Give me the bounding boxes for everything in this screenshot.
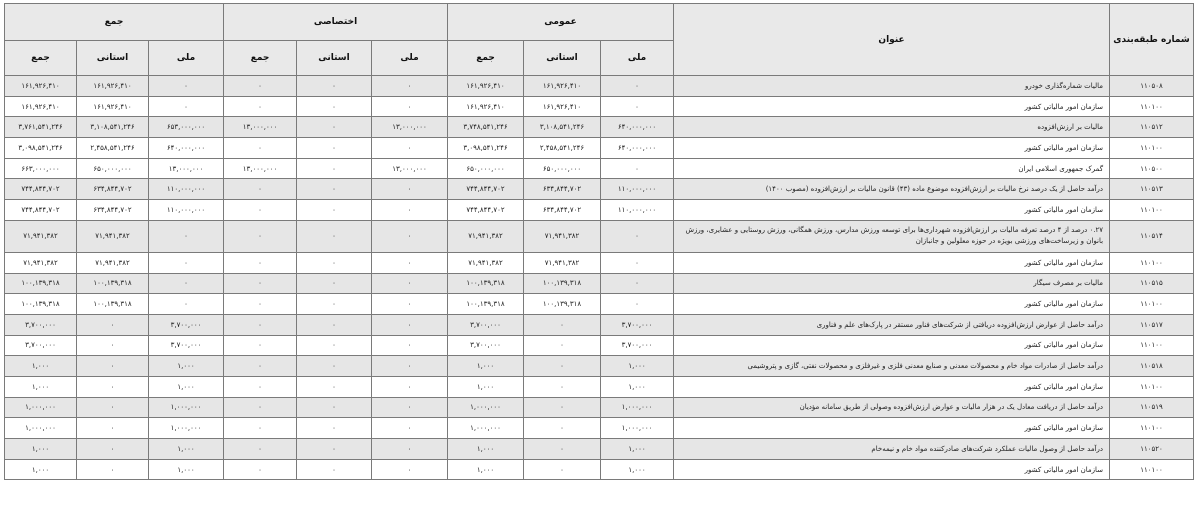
cell-omumi-jam: ۱,۰۰۰: [448, 356, 524, 377]
cell-jam-jam: ۱,۰۰۰: [5, 459, 77, 480]
cell-title: سازمان امور مالیاتی کشور: [674, 138, 1110, 159]
cell-jam-jam: ۱,۰۰۰,۰۰۰: [5, 397, 77, 418]
cell-title: درآمد حاصل از صادرات مواد خام و محصولات معدنی و صنایع معدنی فلزی و غیرفلزی و محصولات نفتی، گازی و پتروشیمی: [674, 356, 1110, 377]
cell-jam-jam: ۱,۰۰۰: [5, 376, 77, 397]
cell-ekhtesasi-jam: ۰: [224, 200, 297, 221]
cell-jam-melli: ۰: [149, 220, 224, 252]
table-row: [5, 117, 1194, 138]
header-omumi-jam: جمع: [448, 41, 524, 76]
cell-title: سازمان امور مالیاتی کشور: [674, 294, 1110, 315]
cell-title: سازمان امور مالیاتی کشور: [674, 252, 1110, 273]
table-row: [5, 96, 1194, 117]
cell-omumi-jam: ۱۰۰,۱۳۹,۳۱۸: [448, 294, 524, 315]
cell-title: سازمان امور مالیاتی کشور: [674, 459, 1110, 480]
cell-code: ۱۱۰۱۰۰: [1110, 96, 1194, 117]
cell-jam-jam: ۱,۰۰۰: [5, 439, 77, 460]
cell-jam-melli: ۱,۰۰۰,۰۰۰: [149, 397, 224, 418]
cell-ekhtesasi-melli: ۰: [372, 418, 448, 439]
table-row: [5, 294, 1194, 315]
cell-omumi-melli: ۱,۰۰۰,۰۰۰: [601, 397, 674, 418]
cell-omumi-jam: ۱۰۰,۱۳۹,۳۱۸: [448, 273, 524, 294]
cell-ekhtesasi-jam: ۰: [224, 376, 297, 397]
cell-jam-melli: ۰: [149, 294, 224, 315]
cell-omumi-melli: ۱,۰۰۰: [601, 439, 674, 460]
cell-omumi-ostani: ۶۳۴,۸۴۴,۷۰۲: [524, 200, 601, 221]
cell-ekhtesasi-ostani: ۰: [297, 418, 372, 439]
cell-omumi-jam: ۳,۰۹۸,۵۴۱,۲۴۶: [448, 138, 524, 159]
cell-title: مالیات شماره‌گذاری خودرو: [674, 76, 1110, 97]
cell-ekhtesasi-jam: ۰: [224, 418, 297, 439]
cell-ekhtesasi-ostani: ۰: [297, 314, 372, 335]
cell-omumi-jam: ۱,۰۰۰: [448, 376, 524, 397]
table-body: [5, 76, 1194, 480]
table-row: [5, 273, 1194, 294]
cell-jam-jam: ۳,۷۰۰,۰۰۰: [5, 335, 77, 356]
cell-omumi-jam: ۱,۰۰۰: [448, 459, 524, 480]
cell-jam-ostani: ۰: [77, 397, 149, 418]
cell-omumi-ostani: ۰: [524, 418, 601, 439]
cell-jam-melli: ۱۱۰,۰۰۰,۰۰۰: [149, 179, 224, 200]
table-row: [5, 138, 1194, 159]
cell-omumi-melli: ۰: [601, 76, 674, 97]
cell-code: ۱۱۰۱۰۰: [1110, 200, 1194, 221]
header-ekhtesasi-ostani: استانی: [297, 41, 372, 76]
cell-ekhtesasi-melli: ۰: [372, 96, 448, 117]
cell-omumi-melli: ۱۱۰,۰۰۰,۰۰۰: [601, 179, 674, 200]
cell-ekhtesasi-ostani: ۰: [297, 335, 372, 356]
cell-ekhtesasi-ostani: ۰: [297, 356, 372, 377]
table-row: [5, 459, 1194, 480]
cell-omumi-ostani: ۰: [524, 314, 601, 335]
header-group-ekhtesasi: اختصاصی: [224, 4, 448, 41]
cell-omumi-ostani: ۶۳۴,۸۴۴,۷۰۲: [524, 179, 601, 200]
cell-omumi-melli: ۱,۰۰۰: [601, 459, 674, 480]
cell-code: ۱۱۰۵۱۹: [1110, 397, 1194, 418]
cell-omumi-ostani: ۰: [524, 439, 601, 460]
cell-ekhtesasi-jam: ۰: [224, 439, 297, 460]
cell-ekhtesasi-melli: ۰: [372, 335, 448, 356]
cell-ekhtesasi-ostani: ۰: [297, 158, 372, 179]
cell-jam-jam: ۶۶۳,۰۰۰,۰۰۰: [5, 158, 77, 179]
cell-jam-melli: ۰: [149, 96, 224, 117]
cell-ekhtesasi-jam: ۰: [224, 76, 297, 97]
cell-jam-ostani: ۰: [77, 314, 149, 335]
cell-code: ۱۱۰۱۰۰: [1110, 294, 1194, 315]
table-row: [5, 418, 1194, 439]
cell-code: ۱۱۰۱۰۰: [1110, 252, 1194, 273]
cell-ekhtesasi-melli: ۰: [372, 76, 448, 97]
cell-jam-melli: ۱,۰۰۰: [149, 459, 224, 480]
cell-title: ۰.۲۷ درصد از ۴ درصد تعرفه مالیات بر ارزش‌افزوده شهرداری‌ها برای توسعه ورزش مدارس، ورزش همگانی، ورزش روستایی و عشایری، ورزش بانوان و زیرساخت‌های ورزشی بویژه در حوزه معلولین و جانبازان: [674, 220, 1110, 252]
cell-ekhtesasi-ostani: ۰: [297, 200, 372, 221]
cell-title: گمرک جمهوری اسلامی ایران: [674, 158, 1110, 179]
cell-title: مالیات بر مصرف سیگار: [674, 273, 1110, 294]
cell-omumi-jam: ۳,۷۰۰,۰۰۰: [448, 314, 524, 335]
cell-omumi-ostani: ۰: [524, 335, 601, 356]
cell-omumi-melli: ۰: [601, 252, 674, 273]
cell-code: ۱۱۰۵۰۸: [1110, 76, 1194, 97]
cell-jam-jam: ۱۶۱,۹۲۶,۴۱۰: [5, 76, 77, 97]
table-row: [5, 335, 1194, 356]
cell-omumi-jam: ۷۴۴,۸۴۴,۷۰۲: [448, 200, 524, 221]
cell-omumi-ostani: ۶۵۰,۰۰۰,۰۰۰: [524, 158, 601, 179]
cell-code: ۱۱۰۵۲۰: [1110, 439, 1194, 460]
cell-omumi-ostani: ۰: [524, 459, 601, 480]
cell-ekhtesasi-melli: ۰: [372, 459, 448, 480]
cell-title: درآمد حاصل از وصول مالیات عملکرد شرکت‌های صادرکننده مواد خام و نیمه‌خام: [674, 439, 1110, 460]
cell-omumi-melli: ۱,۰۰۰: [601, 356, 674, 377]
header-group-jam: جمع: [5, 4, 224, 41]
cell-jam-ostani: ۱۶۱,۹۲۶,۴۱۰: [77, 96, 149, 117]
cell-jam-jam: ۷۱,۹۴۱,۳۸۲: [5, 220, 77, 252]
cell-ekhtesasi-ostani: ۰: [297, 220, 372, 252]
cell-ekhtesasi-jam: ۰: [224, 335, 297, 356]
cell-jam-ostani: ۷۱,۹۴۱,۳۸۲: [77, 220, 149, 252]
cell-ekhtesasi-jam: ۰: [224, 314, 297, 335]
cell-jam-jam: ۳,۷۶۱,۵۴۱,۲۴۶: [5, 117, 77, 138]
cell-jam-melli: ۱,۰۰۰,۰۰۰: [149, 418, 224, 439]
cell-omumi-jam: ۳,۷۰۰,۰۰۰: [448, 335, 524, 356]
cell-jam-jam: ۳,۰۹۸,۵۴۱,۲۴۶: [5, 138, 77, 159]
header-ekhtesasi-jam: جمع: [224, 41, 297, 76]
cell-ekhtesasi-melli: ۰: [372, 397, 448, 418]
cell-omumi-ostani: ۱۶۱,۹۲۶,۴۱۰: [524, 76, 601, 97]
cell-ekhtesasi-ostani: ۰: [297, 376, 372, 397]
cell-jam-jam: ۷۱,۹۴۱,۳۸۲: [5, 252, 77, 273]
cell-jam-ostani: ۰: [77, 335, 149, 356]
budget-table: [4, 3, 1194, 480]
cell-title: سازمان امور مالیاتی کشور: [674, 418, 1110, 439]
cell-title: سازمان امور مالیاتی کشور: [674, 96, 1110, 117]
cell-ekhtesasi-jam: ۱۳,۰۰۰,۰۰۰: [224, 117, 297, 138]
cell-ekhtesasi-melli: ۰: [372, 356, 448, 377]
table-row: [5, 397, 1194, 418]
cell-ekhtesasi-ostani: ۰: [297, 273, 372, 294]
header-omumi-melli: ملی: [601, 41, 674, 76]
cell-ekhtesasi-ostani: ۰: [297, 96, 372, 117]
cell-jam-melli: ۱,۰۰۰: [149, 356, 224, 377]
cell-omumi-jam: ۱,۰۰۰,۰۰۰: [448, 418, 524, 439]
cell-ekhtesasi-melli: ۰: [372, 376, 448, 397]
cell-jam-melli: ۱,۰۰۰: [149, 376, 224, 397]
cell-code: ۱۱۰۵۱۴: [1110, 220, 1194, 252]
cell-omumi-ostani: ۱۰۰,۱۳۹,۳۱۸: [524, 294, 601, 315]
cell-title: مالیات بر ارزش‌افزوده: [674, 117, 1110, 138]
cell-code: ۱۱۰۱۰۰: [1110, 418, 1194, 439]
cell-title: سازمان امور مالیاتی کشور: [674, 335, 1110, 356]
cell-ekhtesasi-jam: ۰: [224, 273, 297, 294]
cell-jam-ostani: ۶۳۴,۸۴۴,۷۰۲: [77, 179, 149, 200]
cell-ekhtesasi-jam: ۰: [224, 138, 297, 159]
cell-jam-melli: ۱۳,۰۰۰,۰۰۰: [149, 158, 224, 179]
cell-jam-jam: ۱,۰۰۰: [5, 356, 77, 377]
cell-omumi-ostani: ۰: [524, 376, 601, 397]
budget-sheet: [4, 3, 1193, 480]
table-row: [5, 220, 1194, 252]
header-ekhtesasi-melli: ملی: [372, 41, 448, 76]
cell-jam-ostani: ۳,۱۰۸,۵۴۱,۲۴۶: [77, 117, 149, 138]
cell-omumi-melli: ۰: [601, 273, 674, 294]
cell-omumi-melli: ۰: [601, 294, 674, 315]
cell-jam-ostani: ۶۵۰,۰۰۰,۰۰۰: [77, 158, 149, 179]
cell-omumi-jam: ۱۶۱,۹۲۶,۴۱۰: [448, 76, 524, 97]
cell-ekhtesasi-jam: ۰: [224, 294, 297, 315]
cell-omumi-ostani: ۷۱,۹۴۱,۳۸۲: [524, 220, 601, 252]
cell-ekhtesasi-melli: ۱۳,۰۰۰,۰۰۰: [372, 158, 448, 179]
cell-ekhtesasi-ostani: ۰: [297, 397, 372, 418]
table-row: [5, 158, 1194, 179]
cell-code: ۱۱۰۵۰۰: [1110, 158, 1194, 179]
cell-omumi-jam: ۷۴۴,۸۴۴,۷۰۲: [448, 179, 524, 200]
cell-title: سازمان امور مالیاتی کشور: [674, 376, 1110, 397]
cell-omumi-melli: ۰: [601, 96, 674, 117]
cell-ekhtesasi-melli: ۱۳,۰۰۰,۰۰۰: [372, 117, 448, 138]
cell-omumi-melli: ۳,۷۰۰,۰۰۰: [601, 314, 674, 335]
cell-title: درآمد حاصل از یک درصد نرخ مالیات بر ارزش‌افزوده موضوع ماده (۴۳) قانون مالیات بر ارزش‌افزوده (مصوب ۱۴۰۰): [674, 179, 1110, 200]
cell-ekhtesasi-ostani: ۰: [297, 459, 372, 480]
cell-ekhtesasi-jam: ۰: [224, 397, 297, 418]
cell-ekhtesasi-jam: ۰: [224, 179, 297, 200]
cell-jam-melli: ۳,۷۰۰,۰۰۰: [149, 335, 224, 356]
cell-ekhtesasi-melli: ۰: [372, 273, 448, 294]
cell-omumi-jam: ۱۶۱,۹۲۶,۴۱۰: [448, 96, 524, 117]
cell-jam-melli: ۱۱۰,۰۰۰,۰۰۰: [149, 200, 224, 221]
cell-omumi-ostani: ۲,۴۵۸,۵۴۱,۲۴۶: [524, 138, 601, 159]
cell-ekhtesasi-melli: ۰: [372, 439, 448, 460]
cell-jam-ostani: ۱۰۰,۱۳۹,۳۱۸: [77, 294, 149, 315]
cell-ekhtesasi-melli: ۰: [372, 252, 448, 273]
cell-jam-ostani: ۰: [77, 418, 149, 439]
cell-jam-jam: ۱۰۰,۱۳۹,۳۱۸: [5, 294, 77, 315]
header-omumi-ostani: استانی: [524, 41, 601, 76]
table-row: [5, 76, 1194, 97]
cell-jam-ostani: ۰: [77, 356, 149, 377]
cell-ekhtesasi-ostani: ۰: [297, 76, 372, 97]
table-row: [5, 179, 1194, 200]
cell-ekhtesasi-melli: ۰: [372, 220, 448, 252]
cell-ekhtesasi-jam: ۰: [224, 252, 297, 273]
cell-ekhtesasi-ostani: ۰: [297, 294, 372, 315]
cell-title: درآمد حاصل از دریافت معادل یک در هزار مالیات و عوارض ارزش‌افزوده وصولی از طریق سامانه مؤدیان: [674, 397, 1110, 418]
cell-code: ۱۱۰۵۱۷: [1110, 314, 1194, 335]
cell-jam-ostani: ۰: [77, 376, 149, 397]
cell-omumi-ostani: ۰: [524, 356, 601, 377]
cell-ekhtesasi-melli: ۰: [372, 179, 448, 200]
cell-jam-jam: ۱,۰۰۰,۰۰۰: [5, 418, 77, 439]
cell-code: ۱۱۰۵۱۳: [1110, 179, 1194, 200]
cell-jam-jam: ۷۴۴,۸۴۴,۷۰۲: [5, 200, 77, 221]
cell-omumi-jam: ۷۱,۹۴۱,۳۸۲: [448, 220, 524, 252]
header-title: عنوان: [674, 4, 1110, 76]
cell-jam-melli: ۰: [149, 273, 224, 294]
cell-ekhtesasi-ostani: ۰: [297, 439, 372, 460]
cell-omumi-melli: ۳,۷۰۰,۰۰۰: [601, 335, 674, 356]
header-row-groups: [5, 4, 1194, 41]
cell-code: ۱۱۰۱۰۰: [1110, 459, 1194, 480]
cell-jam-ostani: ۰: [77, 439, 149, 460]
cell-ekhtesasi-jam: ۰: [224, 459, 297, 480]
header-group-omumi: عمومی: [448, 4, 674, 41]
cell-jam-melli: ۶۵۳,۰۰۰,۰۰۰: [149, 117, 224, 138]
cell-code: ۱۱۰۵۱۲: [1110, 117, 1194, 138]
cell-jam-jam: ۱۶۱,۹۲۶,۴۱۰: [5, 96, 77, 117]
cell-omumi-ostani: ۳,۱۰۸,۵۴۱,۲۴۶: [524, 117, 601, 138]
cell-ekhtesasi-ostani: ۰: [297, 117, 372, 138]
cell-omumi-ostani: ۱۰۰,۱۳۹,۳۱۸: [524, 273, 601, 294]
header-jam-melli: ملی: [149, 41, 224, 76]
cell-omumi-melli: ۰: [601, 158, 674, 179]
cell-jam-melli: ۶۴۰,۰۰۰,۰۰۰: [149, 138, 224, 159]
cell-jam-melli: ۰: [149, 76, 224, 97]
header-jam-ostani: استانی: [77, 41, 149, 76]
cell-omumi-melli: ۰: [601, 220, 674, 252]
cell-jam-ostani: ۶۳۴,۸۴۴,۷۰۲: [77, 200, 149, 221]
cell-jam-ostani: ۲,۴۵۸,۵۴۱,۲۴۶: [77, 138, 149, 159]
cell-jam-ostani: ۷۱,۹۴۱,۳۸۲: [77, 252, 149, 273]
cell-omumi-jam: ۶۵۰,۰۰۰,۰۰۰: [448, 158, 524, 179]
cell-ekhtesasi-melli: ۰: [372, 314, 448, 335]
cell-ekhtesasi-jam: ۰: [224, 96, 297, 117]
cell-code: ۱۱۰۵۱۸: [1110, 356, 1194, 377]
cell-omumi-melli: ۱,۰۰۰: [601, 376, 674, 397]
cell-jam-ostani: ۱۶۱,۹۲۶,۴۱۰: [77, 76, 149, 97]
cell-ekhtesasi-jam: ۰: [224, 356, 297, 377]
cell-omumi-jam: ۷۱,۹۴۱,۳۸۲: [448, 252, 524, 273]
cell-omumi-ostani: ۰: [524, 397, 601, 418]
cell-omumi-melli: ۶۴۰,۰۰۰,۰۰۰: [601, 117, 674, 138]
header-code: شماره طبقه‌بندی: [1110, 4, 1194, 76]
cell-code: ۱۱۰۱۰۰: [1110, 376, 1194, 397]
cell-ekhtesasi-jam: ۱۳,۰۰۰,۰۰۰: [224, 158, 297, 179]
cell-ekhtesasi-melli: ۰: [372, 200, 448, 221]
cell-title: سازمان امور مالیاتی کشور: [674, 200, 1110, 221]
cell-omumi-melli: ۱۱۰,۰۰۰,۰۰۰: [601, 200, 674, 221]
cell-jam-jam: ۷۴۴,۸۴۴,۷۰۲: [5, 179, 77, 200]
cell-jam-jam: ۱۰۰,۱۳۹,۳۱۸: [5, 273, 77, 294]
header-jam-jam: جمع: [5, 41, 77, 76]
cell-code: ۱۱۰۵۱۵: [1110, 273, 1194, 294]
cell-title: درآمد حاصل از عوارض ارزش‌افزوده دریافتی از شرکت‌های فناور مستقر در پارک‌های علم و فناوری: [674, 314, 1110, 335]
cell-omumi-jam: ۱,۰۰۰,۰۰۰: [448, 397, 524, 418]
cell-omumi-jam: ۱,۰۰۰: [448, 439, 524, 460]
cell-jam-ostani: ۰: [77, 459, 149, 480]
cell-code: ۱۱۰۱۰۰: [1110, 138, 1194, 159]
table-row: [5, 376, 1194, 397]
cell-omumi-melli: ۱,۰۰۰,۰۰۰: [601, 418, 674, 439]
cell-omumi-ostani: ۱۶۱,۹۲۶,۴۱۰: [524, 96, 601, 117]
cell-code: ۱۱۰۱۰۰: [1110, 335, 1194, 356]
cell-jam-melli: ۱,۰۰۰: [149, 439, 224, 460]
cell-ekhtesasi-ostani: ۰: [297, 138, 372, 159]
cell-ekhtesasi-ostani: ۰: [297, 252, 372, 273]
table-row: [5, 314, 1194, 335]
table-row: [5, 200, 1194, 221]
table-row: [5, 356, 1194, 377]
cell-omumi-melli: ۶۴۰,۰۰۰,۰۰۰: [601, 138, 674, 159]
table-row: [5, 252, 1194, 273]
cell-jam-jam: ۳,۷۰۰,۰۰۰: [5, 314, 77, 335]
cell-ekhtesasi-jam: ۰: [224, 220, 297, 252]
cell-omumi-jam: ۳,۷۴۸,۵۴۱,۲۴۶: [448, 117, 524, 138]
table-row: [5, 439, 1194, 460]
cell-ekhtesasi-melli: ۰: [372, 294, 448, 315]
cell-jam-ostani: ۱۰۰,۱۳۹,۳۱۸: [77, 273, 149, 294]
cell-ekhtesasi-melli: ۰: [372, 138, 448, 159]
cell-jam-melli: ۰: [149, 252, 224, 273]
cell-jam-melli: ۳,۷۰۰,۰۰۰: [149, 314, 224, 335]
cell-omumi-ostani: ۷۱,۹۴۱,۳۸۲: [524, 252, 601, 273]
cell-ekhtesasi-ostani: ۰: [297, 179, 372, 200]
